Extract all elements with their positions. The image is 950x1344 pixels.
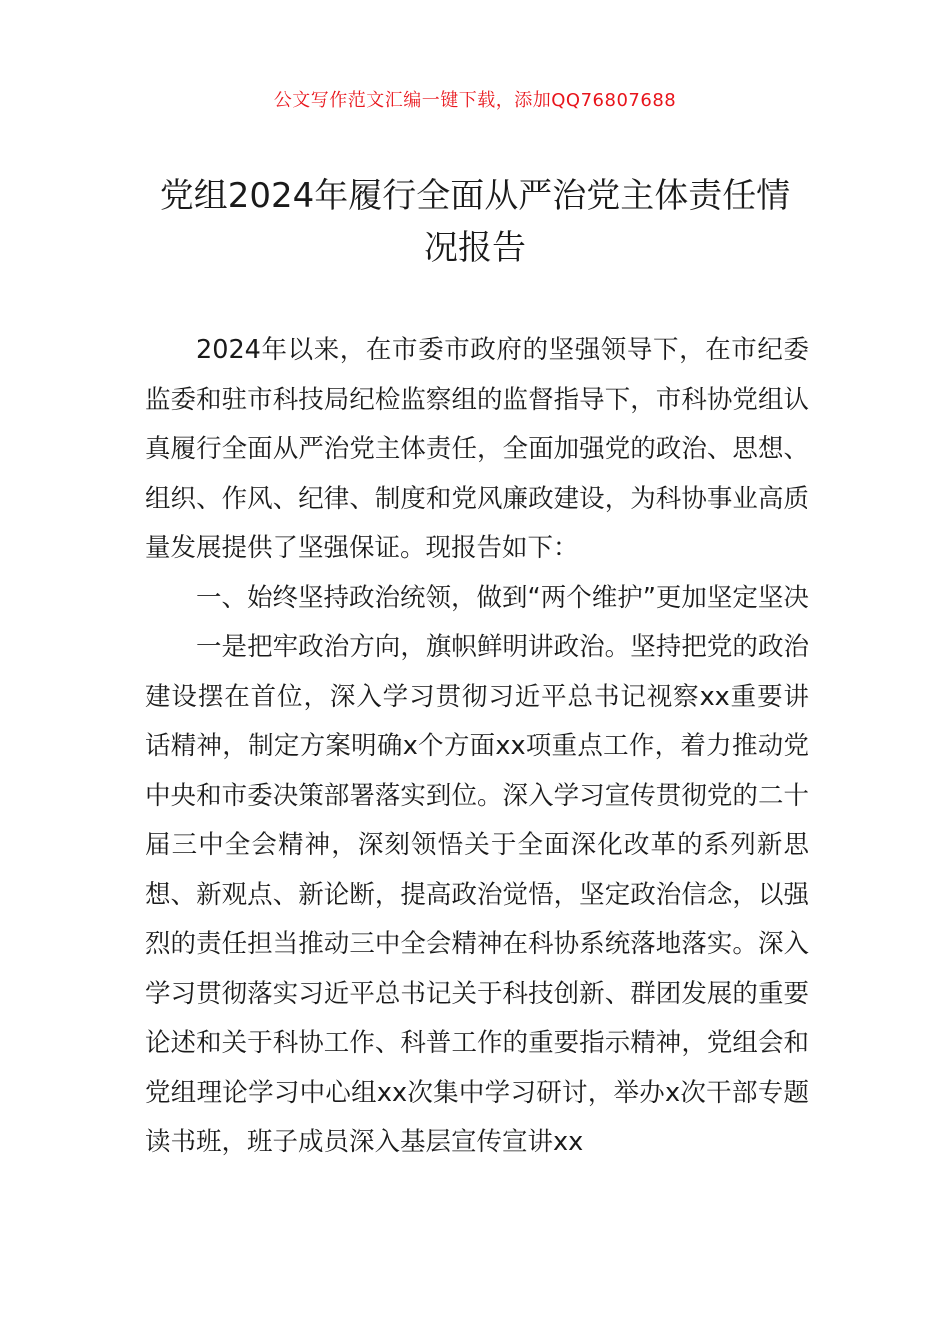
intro-paragraph: 2024年以来，在市委市政府的坚强领导下，在市纪委监委和驻市科技局纪检监察组的监督指导下，市科协党组认真履行全面从严治党主体责任，全面加强党的政治、思想、组织、作风、纪律、制度和党风廉政建设，为科协事业高质量发展提供了坚强保证。现报告如下： bbox=[145, 335, 809, 563]
section-1-paragraph-1: 一是把牢政治方向，旗帜鲜明讲政治。坚持把党的政治建设摆在首位，深入学习贯彻习近平总书记视察xx重要讲话精神，制定方案明确x个方面xx项重点工作，着力推动党中央和市委决策部署落实到位。深入学习宣传贯彻党的二十届三中全会精神，深刻领悟关于全面深化改革的系列新思想、新观点、新论断，提高政治觉悟，坚定政治信念，以强烈的责任担当推动三中全会精神在科协系统落地落实。深入学习贯彻落实习近平总书记关于科技创新、群团发展的重要论述和关于科协工作、科普工作的重要指示精神，党组会和党组理论学习中心组xx次集中学习研讨，举办x次干部专题读书班，班子成员深入基层宣传宣讲xx bbox=[145, 632, 809, 1157]
document-body bbox=[145, 326, 809, 1168]
document-title: 党组2024年履行全面从严治党主体责任情况报告 bbox=[159, 176, 791, 268]
section-1-heading: 一、始终坚持政治统领，做到“两个维护”更加坚定坚决 bbox=[196, 582, 809, 613]
header-ad-text: 公文写作范文汇编一键下载，添加QQ76807688 bbox=[273, 90, 677, 111]
